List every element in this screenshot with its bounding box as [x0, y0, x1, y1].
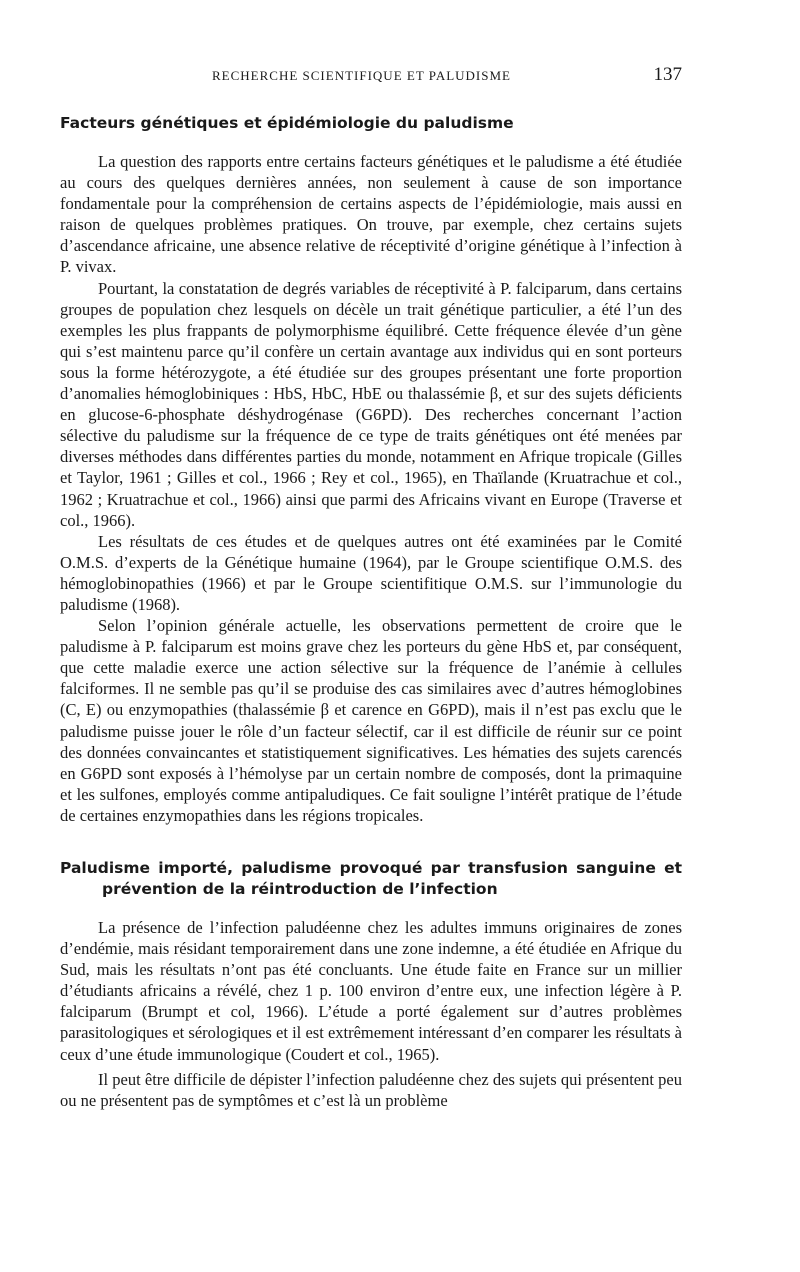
paragraph: La question des rapports entre certains facteurs génétiques et le paludisme a été étudiée au cours des quelques dernières années, non seulement à cause de son importance fondamentale pour la compréhension de certains aspects de l’épidémiologie, mais aussi en raison de quelques problèmes pratiques. On trouve, par exemple, chez certains sujets d’ascendance africaine, une absence relative de réceptivité d’origine génétique à l’infection à P. vivax. [60, 152, 682, 277]
section-heading-imported-malaria: Paludisme importé, paludisme provoqué par transfusion sanguine et prévention de la réintroduction de l’infection [60, 859, 682, 898]
paragraph: Il peut être difficile de dépister l’infection paludéenne chez des sujets qui présentent peu ou ne présentent pas de symptômes et c’est là un problème [60, 1069, 682, 1110]
running-head-title: RECHERCHE SCIENTIFIQUE ET PALUDISME [212, 68, 511, 83]
paragraph: Pourtant, la constatation de degrés variables de réceptivité à P. falciparum, dans certains groupes de population chez lesquels on décèle un trait génétique particulier, a été l’un des exemples les plus frappants de polymorphisme équilibré. Cette fréquence élevée d’un gène qui s’est maintenu parce qu’il confère un certain avantage aux individus qui en sont porteurs sous la forme hétérozygote, a été étudiée sur des groupes présentant une forte proportion d’anomalies hémoglobiniques : HbS, HbC, HbE ou thalassémie β, et sur des sujets déficients en glucose-6-phosphate déshydrogénase (G6PD). Des recherches concernant l’action sélective du paludisme sur la fréquence de ce type de traits génétiques ont été menées par diverses méthodes dans différentes parties du monde, notamment en Afrique tropicale (Gilles et Taylor, 1961 ; Gilles et col., 1966 ; Rey et col., 1965), en Thaïlande (Kruatrachue et col., 1962 ; Kruatrachue et col., 1966) ainsi que parmi des Africains vivant en Europe (Traverse et col., 1966). [60, 278, 682, 530]
paragraph: Les résultats de ces études et de quelques autres ont été examinées par le Comité O.M.S. d’experts de la Génétique humaine (1964), par le Groupe scientifique O.M.S. des hémoglobinopathies (1966) et par le Groupe scientifitique O.M.S. sur l’immunologie du paludisme (1968). [60, 531, 682, 614]
paragraph: Selon l’opinion générale actuelle, les observations permettent de croire que le paludisme à P. falciparum est moins grave chez les porteurs du gène HbS et, par conséquent, que cette maladie exerce une action sélective sur la fréquence de l’anémie à cellules falciformes. Il ne semble pas qu’il se produise des cas similaires avec d’autres hémoglobines (C, E) ou enzymopathies (thalassémie β et carence en G6PD), mais il n’est pas exclu que le paludisme puisse jouer le rôle d’un facteur sélectif, car il est difficile de réunir sur ce point des données convaincantes et statistiquement significatives. Les hématies des sujets carencés en G6PD sont exposés à l’hémolyse par un certain nombre de composés, dont la primaquine et les sulfones, employés comme antipaludiques. Ce fait souligne l’intérêt pratique de l’étude de certaines enzymopathies dans les régions tropicales. [60, 616, 682, 825]
body-text [60, 113, 682, 1111]
section-body-imported-malaria [60, 917, 682, 1111]
running-head [60, 64, 682, 88]
section-heading-genetics: Facteurs génétiques et épidémiologie du paludisme [60, 114, 514, 132]
section-body-genetics [60, 151, 682, 826]
paragraph: La présence de l’infection paludéenne chez les adultes immuns originaires de zones d’endémie, mais résidant temporairement dans une zone indemne, a été étudiée en Afrique du Sud, mais les résultats n’ont pas été concluants. Une étude faite en France sur un millier d’étudiants africains a révélé, chez 1 p. 100 environ d’entre eux, une infection légère à P. falciparum (Brumpt et col, 1966). L’étude a porté également sur d’autres problèmes parasitologiques et sérologiques et il est extrêmement intéressant d’en comparer les résultats à ceux d’une étude immunologique (Coudert et col., 1965). [60, 918, 682, 1064]
page-number: 137 [653, 64, 682, 85]
